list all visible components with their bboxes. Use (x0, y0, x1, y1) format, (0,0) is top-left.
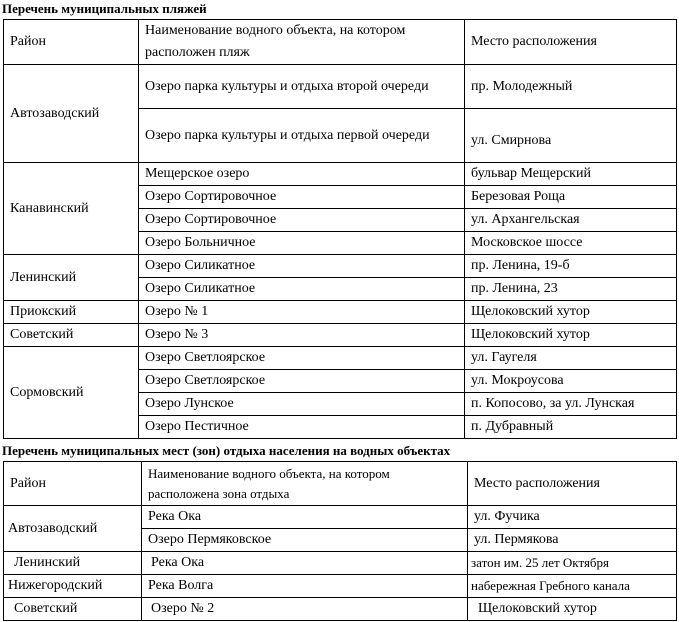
object-cell: Озеро Больничное (139, 232, 465, 255)
location-cell: затон им. 25 лет Октября (468, 552, 677, 575)
district-cell: Советский (4, 598, 142, 621)
district-cell: Приокский (4, 301, 139, 324)
location-cell: Щелоковский хутор (465, 324, 677, 347)
recreation-zones-title: Перечень муниципальных мест (зон) отдыха населения на водных объектах (2, 443, 451, 458)
table-row (4, 301, 677, 324)
object-cell: Озеро № 2 (142, 598, 468, 621)
location-cell: Щелоковский хутор (468, 598, 677, 621)
object-cell: Озеро Сортировочное (139, 209, 465, 232)
table-row (4, 598, 677, 621)
table-header-row (4, 20, 677, 65)
location-cell: ул. Мокроусова (465, 370, 677, 393)
location-cell: Щелоковский хутор (465, 301, 677, 324)
object-cell: Озеро Силикатное (139, 255, 465, 278)
table-row (4, 552, 677, 575)
location-cell: ул. Гаугеля (465, 347, 677, 370)
table-header-row (4, 462, 677, 506)
recreation-zones-table (3, 461, 677, 621)
location-cell: Московское шоссе (465, 232, 677, 255)
table-row (4, 324, 677, 347)
beaches-title: Перечень муниципальных пляжей (2, 1, 207, 16)
object-cell: Озеро парка культуры и отдыха второй очереди (139, 65, 465, 109)
object-cell: Озеро Сортировочное (139, 186, 465, 209)
object-cell: Озеро Пермяковское (142, 529, 468, 552)
header-object: Наименование водного объекта, на котором расположена зона отдыха (142, 462, 468, 506)
object-cell: Озеро № 1 (139, 301, 465, 324)
location-cell: набережная Гребного канала (468, 575, 677, 598)
district-cell: Автозаводский (4, 65, 139, 163)
table-row (4, 506, 677, 529)
district-cell: Автозаводский (4, 506, 142, 552)
location-cell: пр. Ленина, 19-б (465, 255, 677, 278)
district-cell: Советский (4, 324, 139, 347)
location-cell: ул. Фучика (468, 506, 677, 529)
table-row (4, 575, 677, 598)
header-location: Место расположения (465, 20, 677, 65)
object-cell: Озеро Пестичное (139, 416, 465, 439)
district-cell: Нижегородский (4, 575, 142, 598)
object-cell: Мещерское озеро (139, 163, 465, 186)
object-cell: Озеро Светлоярское (139, 370, 465, 393)
table-row (4, 255, 677, 278)
location-cell: ул. Пермякова (468, 529, 677, 552)
object-cell: Озеро Светлоярское (139, 347, 465, 370)
location-cell: ул. Архангельская (465, 209, 677, 232)
location-cell: бульвар Мещерский (465, 163, 677, 186)
location-cell: п. Копосово, за ул. Лунская (465, 393, 677, 416)
location-cell: п. Дубравный (465, 416, 677, 439)
district-cell: Сормовский (4, 347, 139, 439)
district-cell: Ленинский (4, 552, 142, 575)
object-cell: Озеро Силикатное (139, 278, 465, 301)
header-district: Район (4, 20, 139, 65)
header-object: Наименование водного объекта, на котором расположен пляж (139, 20, 465, 65)
district-cell: Канавинский (4, 163, 139, 255)
location-cell: пр. Молодежный (465, 65, 677, 109)
header-district: Район (4, 462, 142, 506)
object-cell: Река Ока (142, 552, 468, 575)
location-cell: ул. Смирнова (465, 109, 677, 163)
object-cell: Озеро Лунское (139, 393, 465, 416)
table-row (4, 163, 677, 186)
beaches-table (3, 19, 677, 439)
object-cell: Река Ока (142, 506, 468, 529)
table-row (4, 347, 677, 370)
header-location: Место расположения (468, 462, 677, 506)
location-cell: Березовая Роща (465, 186, 677, 209)
district-cell: Ленинский (4, 255, 139, 301)
location-cell: пр. Ленина, 23 (465, 278, 677, 301)
table-row (4, 65, 677, 109)
object-cell: Озеро парка культуры и отдыха первой очереди (139, 109, 465, 163)
object-cell: Озеро № 3 (139, 324, 465, 347)
object-cell: Река Волга (142, 575, 468, 598)
